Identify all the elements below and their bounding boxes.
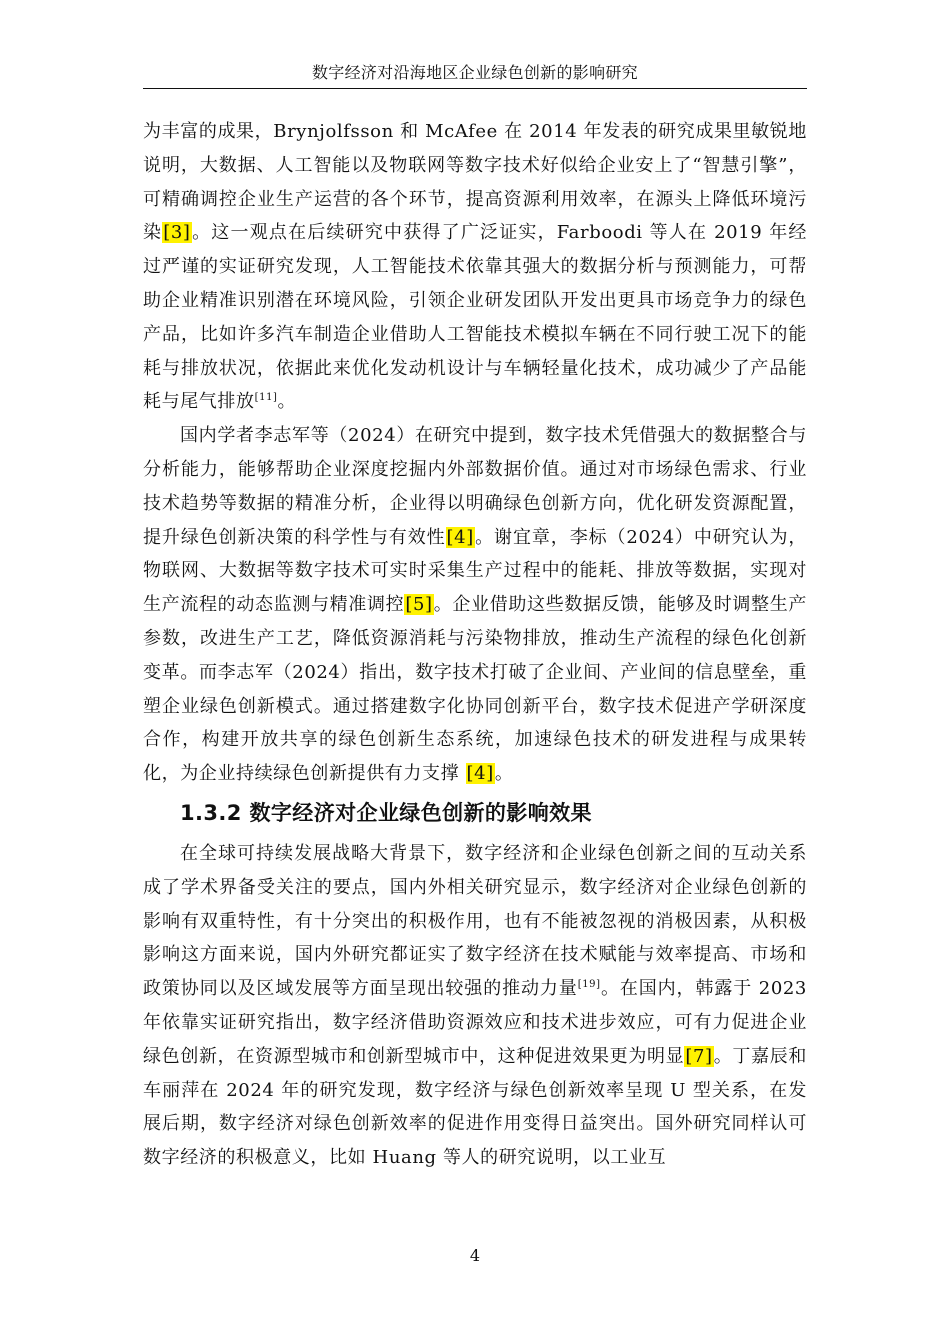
page-number: 4 (469, 1246, 481, 1265)
paragraph-3 (143, 837, 807, 1175)
paragraph-1 (143, 115, 807, 419)
text-run: 。企业借助这些数据反馈，能够及时调整生产参数，改进生产工艺，降低资源消耗与污染物排放，推动生产流程的绿色化创新变革。而李志军（2024）指出，数字技术打破了企业间、产业间的信息壁垒，重塑企业绿色创新模式。通过搭建数字化协同创新平台，数字技术促进产学研深度合作，构建开放共享的绿色创新生态系统，加速绿色技术的研发进程与成果转化，为企业持续绿色创新提供有力支撑 (143, 594, 807, 785)
text-run: 。 (277, 391, 297, 413)
text-run: 。 (494, 763, 514, 785)
text-run: 。谢宜章，李标（2024）中研究认为，物联网、大数据等数字技术可实时采集生产过程中的能耗、排放等数据，实现对生产流程的动态监测与精准调控 (143, 526, 807, 616)
citation-highlight[interactable]: [3] (163, 222, 191, 244)
text-run: 国内学者李志军等（2024）在研究中提到，数字技术凭借强大的数据整合与分析能力，能够帮助企业深度挖掘内外部数据价值。通过对市场绿色需求、行业技术趋势等数据的精准分析，企业得以明确绿色创新方向，优化研发资源配置，提升绿色创新决策的科学性与有效性 (143, 425, 807, 548)
citation-superscript[interactable]: [19] (577, 979, 601, 991)
text-run: 为丰富的成果，Brynjolfsson 和 McAfee 在 2014 年发表的研究成果里敏锐地说明，大数据、人工智能以及物联网等数字技术好似给企业安上了“智慧引擎”，可精确调控企业生产运营的各个环节，提高资源利用效率，在源头上降低环境污染 (143, 121, 807, 244)
citation-superscript[interactable]: [11] (254, 392, 278, 404)
citation-highlight[interactable]: [7] (685, 1045, 713, 1067)
text-run: 。丁嘉辰和车丽萍在 2024 年的研究发现，数字经济与绿色创新效率呈现 U 型关系，在发展后期，数字经济对绿色创新效率的促进作用变得日益突出。国外研究同样认可数字经济的积极意义，比如 Huang 等人的研究说明，以工业互 (143, 1045, 807, 1169)
text-run: 。这一观点在后续研究中获得了广泛证实，Farboodi 等人在 2019 年经过严谨的实证研究发现，人工智能技术依靠其强大的数据分析与预测能力，可帮助企业精准识别潜在环境风险，引领企业研发团队开发出更具市场竞争力的绿色产品，比如许多汽车制造企业借助人工智能技术模拟车辆在不同行驶工况下的能耗与排放状况，依据此来优化发动机设计与车辆轻量化技术，成功减少了产品能耗与尾气排放 (143, 222, 807, 413)
paragraph-2 (143, 419, 807, 791)
body-text (143, 115, 807, 1175)
text-run: 。在国内，韩露于 2023 年依靠实证研究指出，数字经济借助资源效应和技术进步效应，可有力促进企业绿色创新，在资源型城市和创新型城市中，这种促进效果更为明显 (143, 978, 807, 1067)
header-rule (143, 88, 807, 89)
citation-highlight[interactable]: [4] (466, 763, 494, 785)
citation-highlight[interactable]: [5] (405, 594, 433, 616)
running-header: 数字经济对沿海地区企业绿色创新的影响研究 (311, 63, 638, 82)
section-heading: 1.3.2 数字经济对企业绿色创新的影响效果 (180, 800, 592, 825)
citation-highlight[interactable]: [4] (446, 526, 474, 548)
text-run: 在全球可持续发展战略大背景下，数字经济和企业绿色创新之间的互动关系成了学术界备受关注的要点，国内外相关研究显示，数字经济对企业绿色创新的影响有双重特性，有十分突出的积极作用，也有不能被忽视的消极因素，从积极影响这方面来说，国内外研究都证实了数字经济在技术赋能与效率提高、市场和政策协同以及区域发展等方面呈现出较强的推动力量 (143, 842, 807, 1000)
